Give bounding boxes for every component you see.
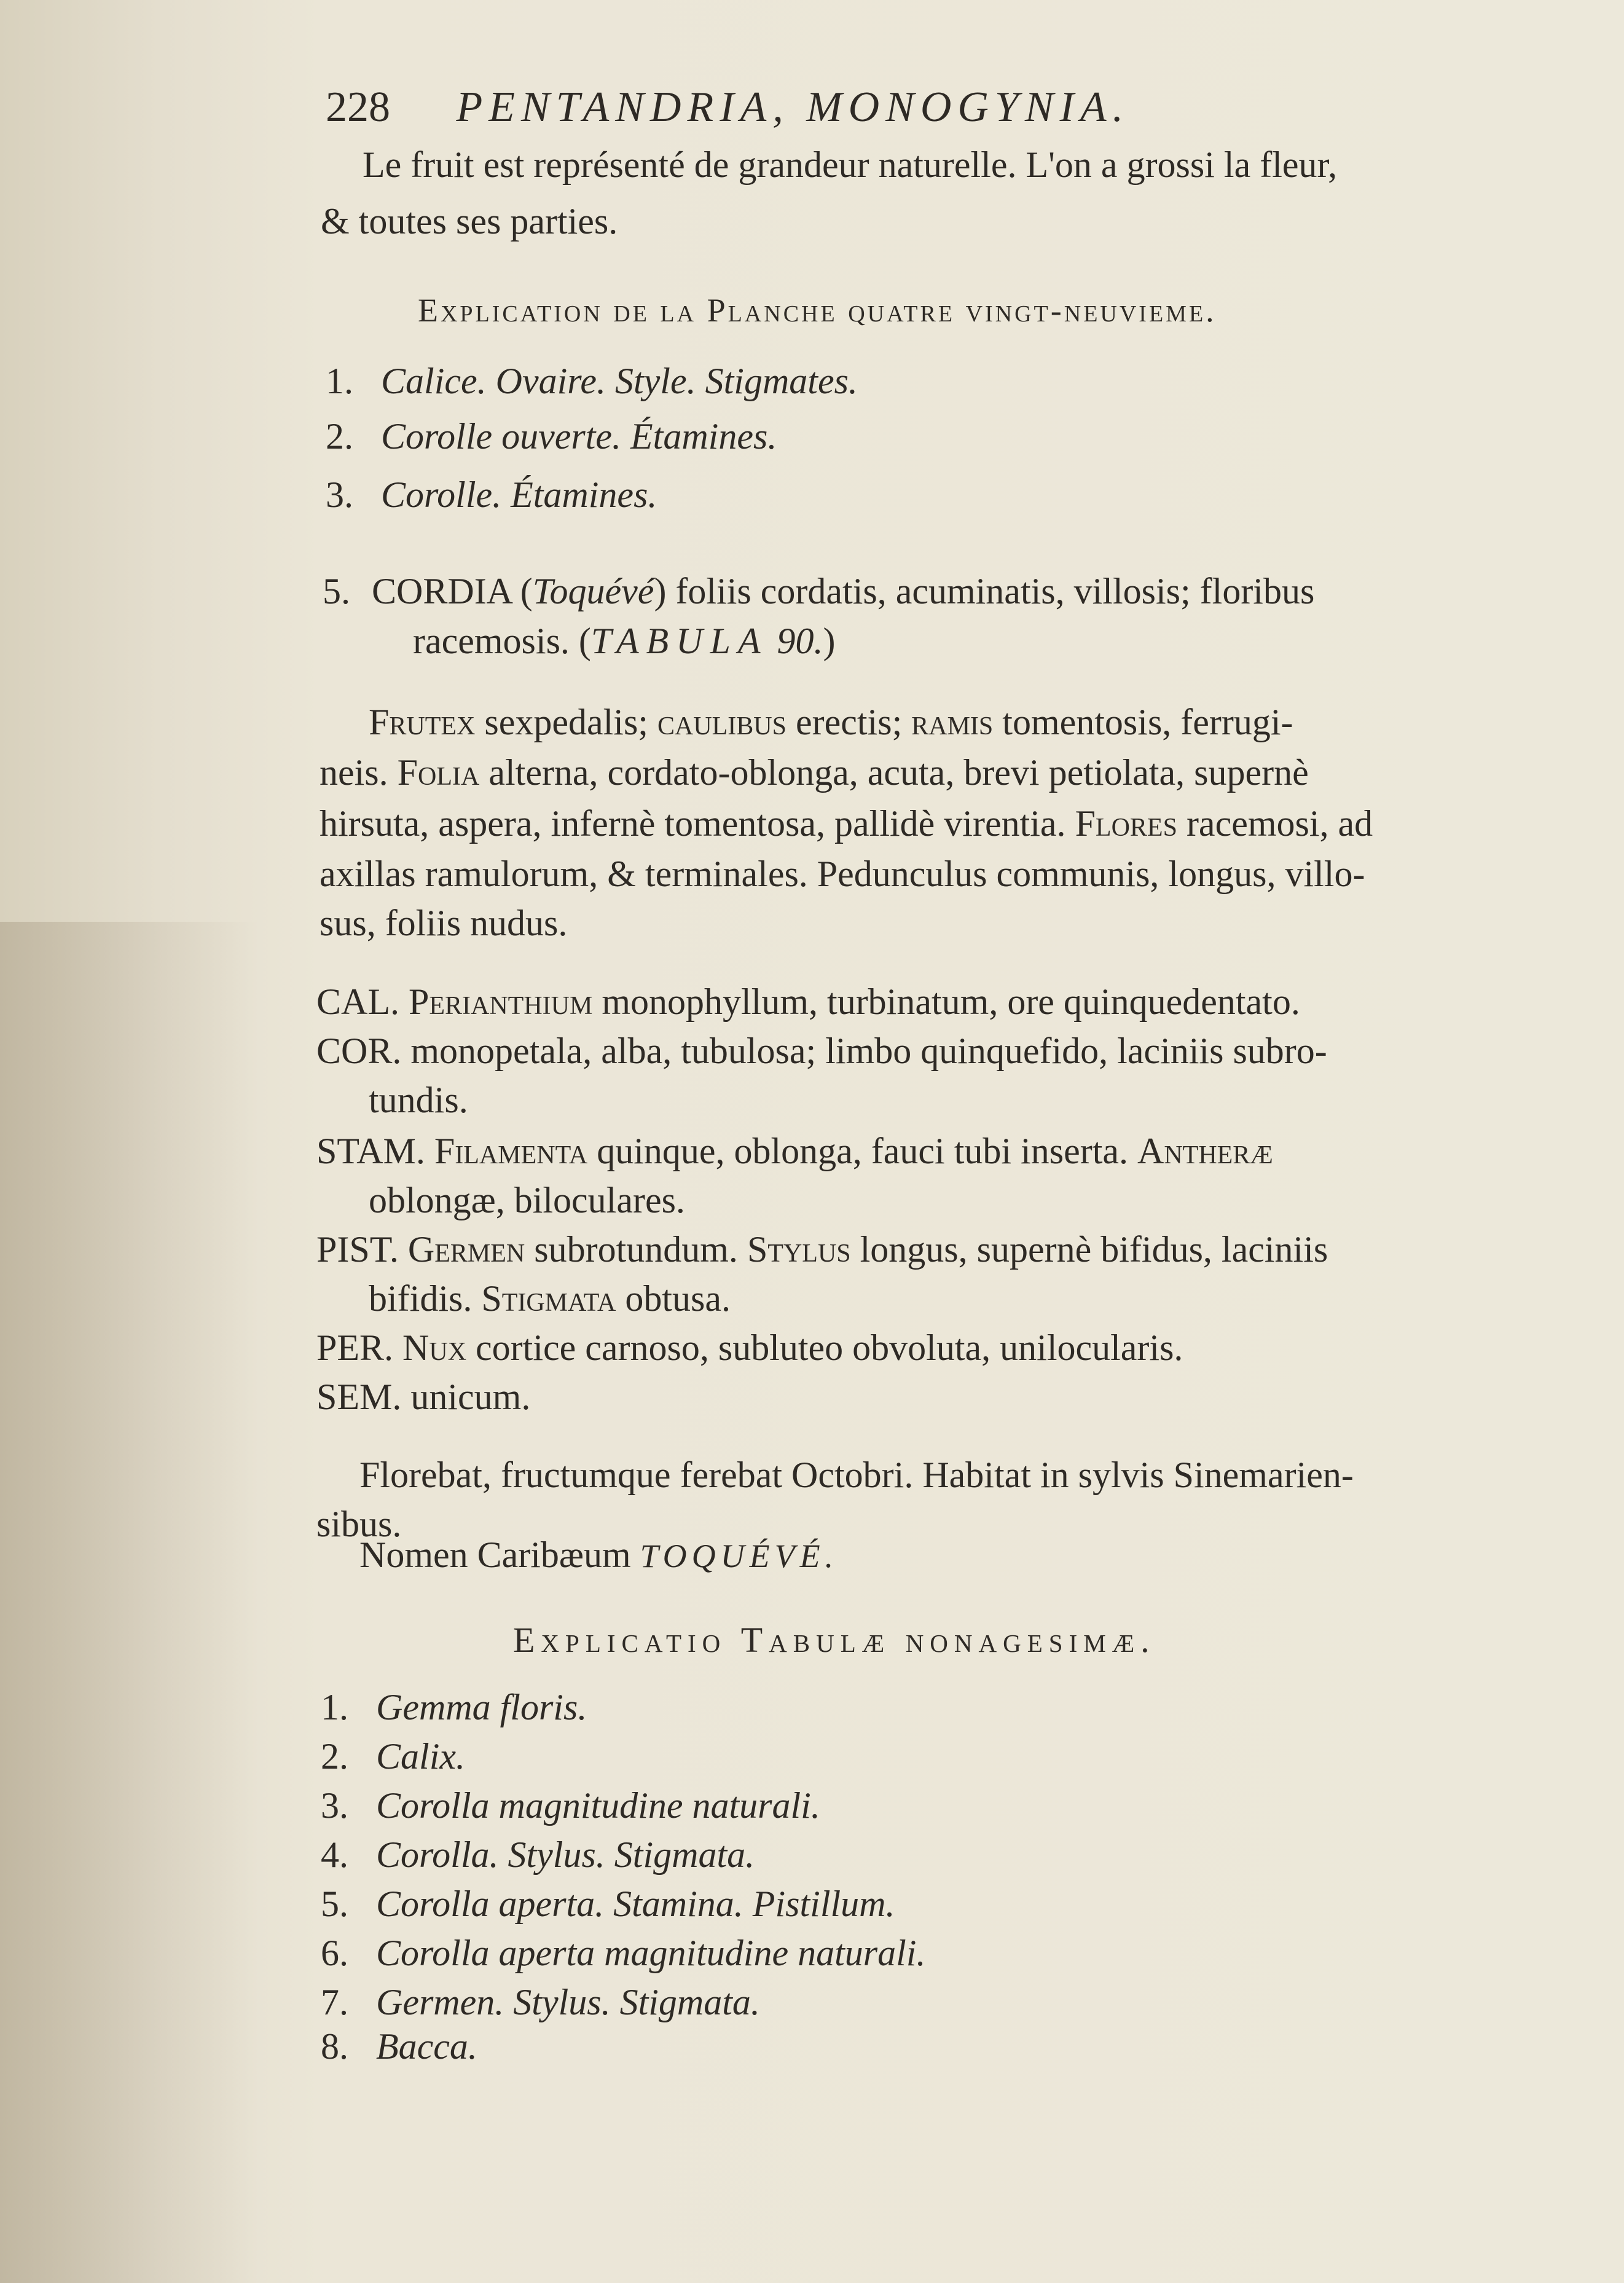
char-sem: SEM. unicum. — [316, 1377, 531, 1417]
description-line-4: axillas ramulorum, & terminales. Pedunculus communis, longus, villo- — [320, 854, 1365, 894]
char-pist: PIST. Germen subrotundum. Stylus longus, supernè bifidus, laciniis — [316, 1229, 1328, 1270]
char-cor: COR. monopetala, alba, tubulosa; limbo quinquefido, laciniis subro- — [316, 1031, 1327, 1071]
species-number: 5. — [323, 571, 350, 611]
char-cor-cont: tundis. — [369, 1080, 468, 1120]
tabula-item-7: 7. Germen. Stylus. Stigmata. — [321, 1982, 760, 2022]
planche-heading: Explication de la Planche quatre vingt-neuvieme. — [418, 292, 1217, 329]
planche-item-3: 3. Corolle. Étamines. — [326, 474, 657, 515]
caribbean-name: TOQUÉVÉ. — [640, 1538, 839, 1574]
planche-item-2: 2. Corolle ouverte. Étamines. — [326, 416, 777, 457]
tabula-item-3: 3. Corolla magnitudine naturali. — [321, 1785, 820, 1826]
planche-item-1: 1. Calice. Ovaire. Style. Stigmates. — [326, 361, 858, 401]
vernacular-name: Toquévé — [532, 571, 654, 611]
tabula-item-8: 8. Bacca. — [321, 2026, 477, 2067]
description-line-1: Frutex sexpedalis; caulibus erectis; ramis tomentosis, ferrugi- — [369, 702, 1293, 742]
nomen-line: Nomen Caribæum TOQUÉVÉ. — [359, 1534, 839, 1575]
tabula-item-2: 2. Calix. — [321, 1736, 465, 1777]
species-line-2: racemosis. (TABULA 90.) — [413, 621, 836, 661]
char-stam-cont: oblongæ, biloculares. — [369, 1180, 685, 1220]
genus-name: CORDIA — [372, 571, 511, 611]
description-line-5: sus, foliis nudus. — [320, 903, 568, 943]
tabula-item-1: 1. Gemma floris. — [321, 1687, 587, 1727]
description-line-3: hirsuta, aspera, infernè tomentosa, pallidè virentia. Flores racemosi, ad — [320, 803, 1373, 844]
char-per: PER. Nux cortice carnoso, subluteo obvoluta, unilocularis. — [316, 1327, 1183, 1368]
habitat-line-2: sibus. — [316, 1504, 402, 1544]
tabula-item-6: 6. Corolla aperta magnitudine naturali. — [321, 1933, 926, 1973]
species-line-1: 5. CORDIA (Toquévé) foliis cordatis, acuminatis, villosis; floribus — [323, 571, 1315, 611]
description-line-2: neis. Folia alterna, cordato-oblonga, acuta, brevi petiolata, supernè — [320, 752, 1309, 793]
habitat-line-1: Florebat, fructumque ferebat Octobri. Habitat in sylvis Sinemarien- — [359, 1455, 1354, 1495]
intro-line-2: & toutes ses parties. — [321, 201, 618, 242]
char-stam: STAM. Filamenta quinque, oblonga, fauci tubi inserta. Antheræ — [316, 1131, 1273, 1171]
page-header — [326, 86, 1129, 129]
intro-line-1: Le fruit est représenté de grandeur naturelle. L'on a grossi la fleur, — [363, 144, 1338, 185]
tabula-item-4: 4. Corolla. Stylus. Stigmata. — [321, 1834, 755, 1875]
tabula-item-5: 5. Corolla aperta. Stamina. Pistillum. — [321, 1884, 895, 1924]
page-shadow — [0, 922, 258, 2283]
tabula-heading: Explicatio Tabulæ nonagesimæ. — [513, 1620, 1156, 1660]
tabula-ref: TABULA — [590, 621, 768, 661]
char-pist-cont: bifidis. Stigmata obtusa. — [369, 1278, 731, 1319]
running-title: PENTANDRIA, MONOGYNIA. — [456, 84, 1130, 131]
char-cal: CAL. Perianthium monophyllum, turbinatum, ore quinquedentato. — [316, 981, 1300, 1022]
diagnosis: foliis cordatis, acuminatis, villosis; floribus — [675, 571, 1315, 611]
page-number: 228 — [326, 84, 390, 131]
